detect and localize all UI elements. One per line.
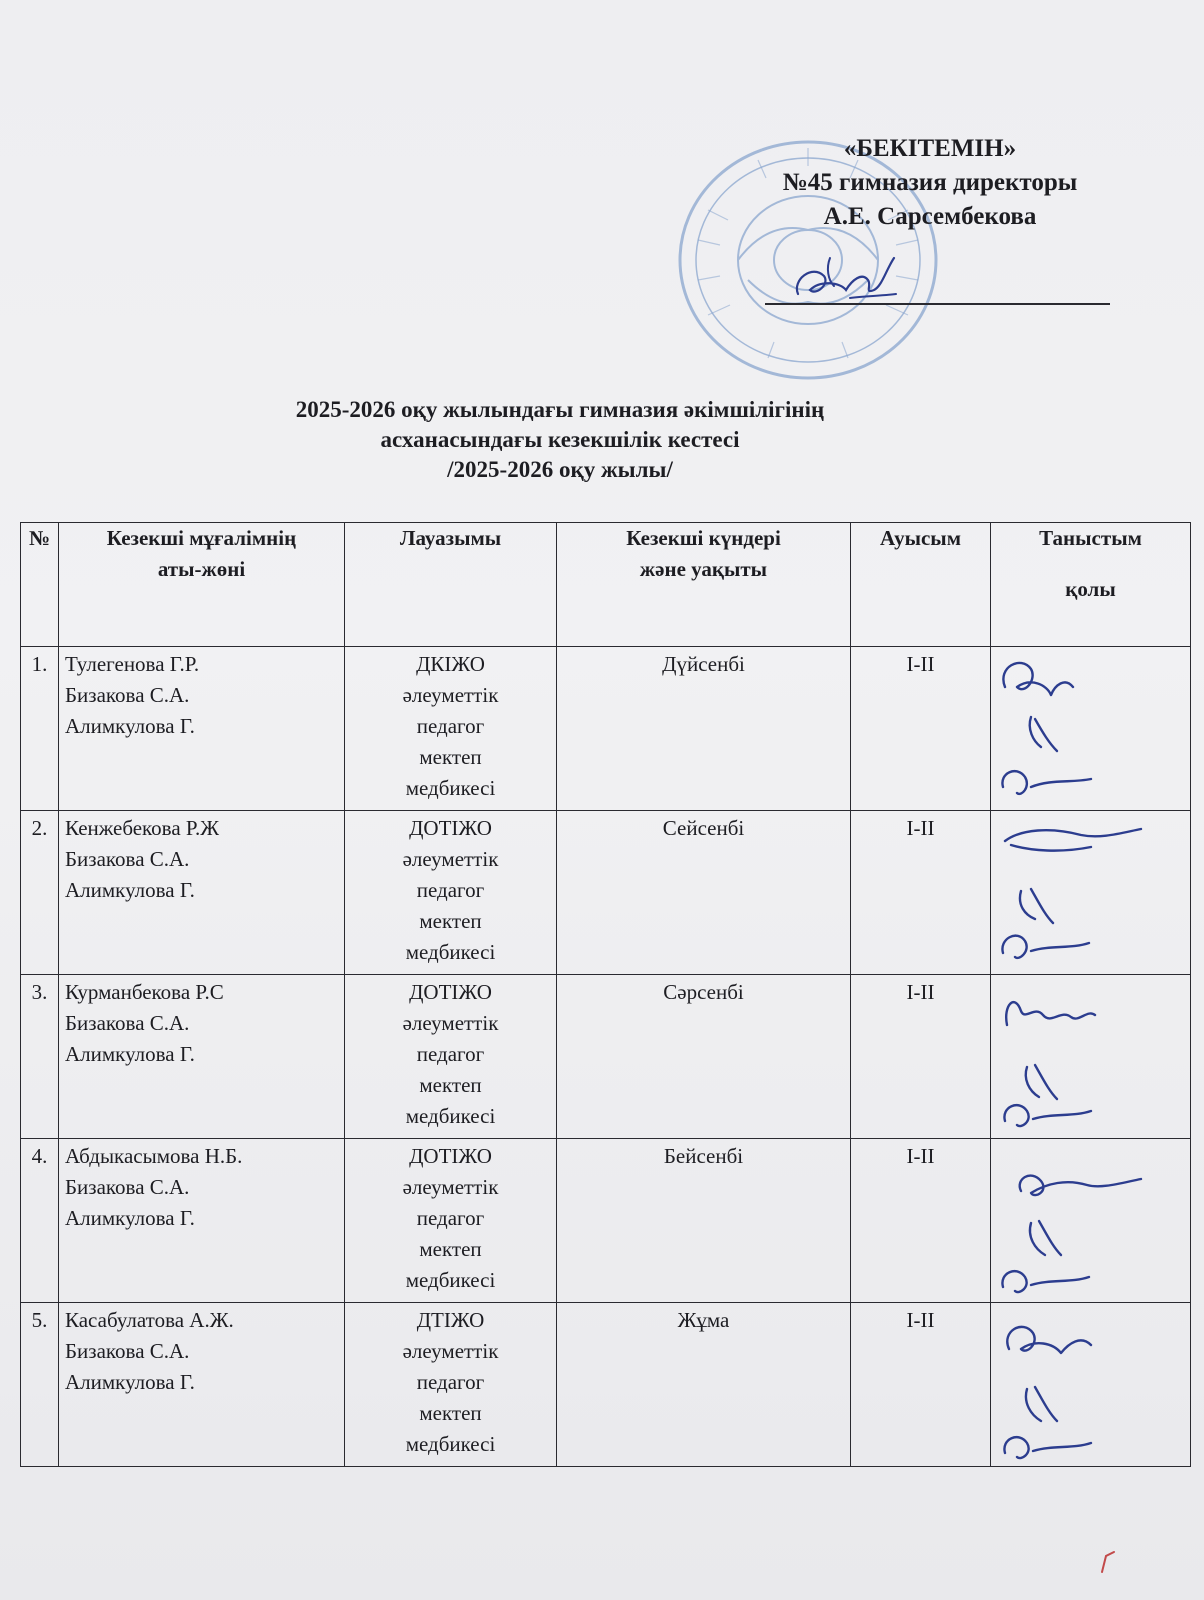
teacher-name: Бизакова С.А.: [65, 1339, 190, 1363]
position-line: медбикесі: [405, 1268, 496, 1292]
duty-day: Дүйсенбі: [557, 647, 851, 811]
header-num: №: [21, 523, 59, 647]
position-line: мектеп: [419, 1073, 482, 1097]
position-line: ДОТІЖО: [409, 816, 492, 840]
position-line: әлеуметтік: [402, 683, 499, 707]
shift: І-ІІ: [851, 1303, 991, 1467]
signature-cell: [991, 1303, 1191, 1467]
teacher-name: Курманбекова Р.С: [65, 980, 224, 1004]
position-line: медбикесі: [405, 940, 496, 964]
position-line: мектеп: [419, 745, 482, 769]
duty-day: Бейсенбі: [557, 1139, 851, 1303]
teacher-name: Абдыкасымова Н.Б.: [65, 1144, 243, 1168]
document-title-line-3: /2025-2026 оқу жылы/: [447, 457, 673, 482]
handwritten-signatures: [991, 1139, 1191, 1299]
handwritten-signatures: [991, 1303, 1191, 1463]
position-line: медбикесі: [405, 776, 496, 800]
table-row: [21, 1303, 1191, 1467]
teacher-name: Кенжебекова Р.Ж: [65, 816, 220, 840]
teacher-name: Бизакова С.А.: [65, 1175, 190, 1199]
director-signature: [790, 250, 900, 310]
position-line: педагог: [416, 1042, 485, 1066]
teacher-names: [59, 975, 345, 1139]
document-title-line-2: асханасындағы кезекшілік кестесі: [380, 427, 740, 452]
header-signature: Таныстым қолы: [991, 523, 1191, 647]
row-number: 3.: [21, 975, 59, 1139]
duty-day: Сейсенбі: [557, 811, 851, 975]
teacher-name: Бизакова С.А.: [65, 1011, 190, 1035]
position-line: ДОТІЖО: [409, 1144, 492, 1168]
approval-line-2: А.Е. Сарсембекова: [823, 203, 1037, 230]
row-number: 5.: [21, 1303, 59, 1467]
header-position: Лауазымы: [345, 523, 557, 647]
approval-block: [730, 132, 1130, 234]
header-name: Кезекші мұғалімнің аты-жөні: [59, 523, 345, 647]
handwritten-signatures: [991, 647, 1191, 807]
signature-cell: [991, 1139, 1191, 1303]
document-title: [150, 395, 970, 485]
position-line: ДТІЖО: [416, 1308, 485, 1332]
teacher-name: Алимкулова Г.: [65, 1042, 195, 1066]
approval-title: «БЕКІТЕМІН»: [843, 135, 1017, 162]
position-line: ДКІЖО: [416, 652, 485, 676]
position-line: педагог: [416, 1370, 485, 1394]
teacher-names: [59, 811, 345, 975]
teacher-positions: [345, 811, 557, 975]
row-number: 4.: [21, 1139, 59, 1303]
position-line: ДОТІЖО: [409, 980, 492, 1004]
signature-cell: [991, 811, 1191, 975]
director-signature-line: [765, 303, 1110, 305]
table-row: [21, 1139, 1191, 1303]
shift: І-ІІ: [851, 647, 991, 811]
signature-cell: [991, 647, 1191, 811]
teacher-positions: [345, 1139, 557, 1303]
position-line: әлеуметтік: [402, 1175, 499, 1199]
header-shift: Ауысым: [851, 523, 991, 647]
teacher-name: Бизакова С.А.: [65, 847, 190, 871]
position-line: мектеп: [419, 1401, 482, 1425]
teacher-name: Бизакова С.А.: [65, 683, 190, 707]
table-header-row: [21, 523, 1191, 647]
teacher-name: Алимкулова Г.: [65, 1370, 195, 1394]
duty-day: Жұма: [557, 1303, 851, 1467]
signature-cell: [991, 975, 1191, 1139]
teacher-positions: [345, 647, 557, 811]
teacher-name: Алимкулова Г.: [65, 1206, 195, 1230]
handwritten-signatures: [991, 811, 1191, 971]
duty-day: Сәрсенбі: [557, 975, 851, 1139]
approval-line-1: №45 гимназия директоры: [782, 169, 1078, 196]
teacher-name: Касабулатова А.Ж.: [65, 1308, 234, 1332]
header-days: Кезекші күндері және уақыты: [557, 523, 851, 647]
shift: І-ІІ: [851, 811, 991, 975]
row-number: 2.: [21, 811, 59, 975]
position-line: әлеуметтік: [402, 1011, 499, 1035]
teacher-names: [59, 1303, 345, 1467]
teacher-name: Алимкулова Г.: [65, 714, 195, 738]
position-line: педагог: [416, 878, 485, 902]
teacher-positions: [345, 975, 557, 1139]
position-line: мектеп: [419, 1237, 482, 1261]
table-row: [21, 975, 1191, 1139]
teacher-name: Тулегенова Г.Р.: [65, 652, 200, 676]
position-line: педагог: [416, 1206, 485, 1230]
teacher-positions: [345, 1303, 557, 1467]
position-line: педагог: [416, 714, 485, 738]
row-number: 1.: [21, 647, 59, 811]
position-line: медбикесі: [405, 1432, 496, 1456]
position-line: әлеуметтік: [402, 847, 499, 871]
position-line: медбикесі: [405, 1104, 496, 1128]
red-pen-mark: [1098, 1550, 1118, 1574]
duty-schedule-table: [20, 522, 1191, 1467]
teacher-name: Алимкулова Г.: [65, 878, 195, 902]
teacher-names: [59, 1139, 345, 1303]
table-row: [21, 647, 1191, 811]
shift: І-ІІ: [851, 1139, 991, 1303]
shift: І-ІІ: [851, 975, 991, 1139]
handwritten-signatures: [991, 975, 1191, 1135]
teacher-names: [59, 647, 345, 811]
position-line: мектеп: [419, 909, 482, 933]
table-row: [21, 811, 1191, 975]
document-title-line-1: 2025-2026 оқу жылындағы гимназия әкімшілігінің: [295, 397, 825, 422]
position-line: әлеуметтік: [402, 1339, 499, 1363]
